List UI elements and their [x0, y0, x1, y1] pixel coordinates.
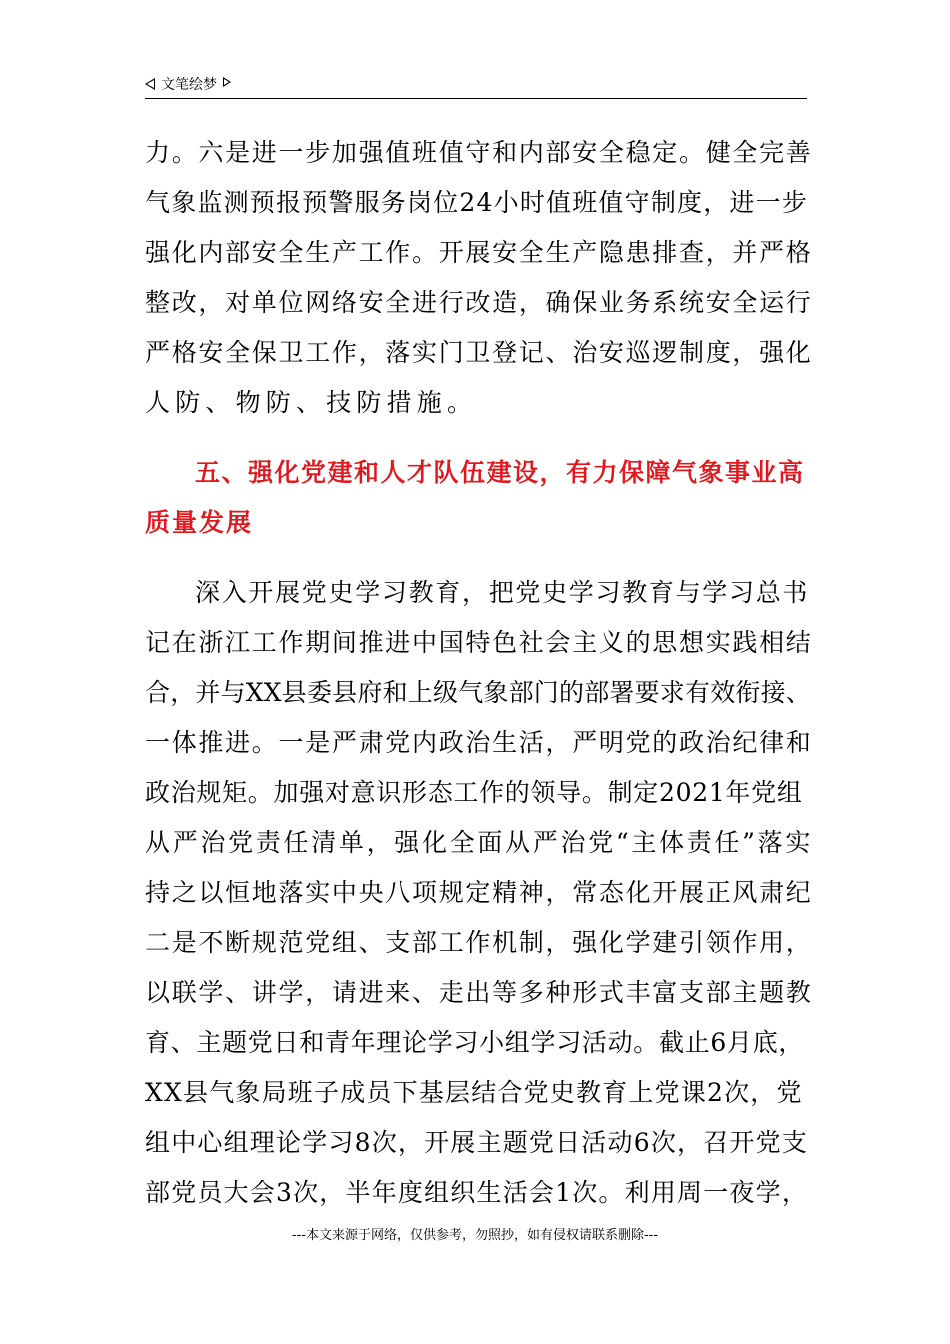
text-line: 一体推进。一是严肃党内政治生活，严明党的政治纪律和	[145, 728, 813, 757]
text-line: 组中心组理论学习8次，开展主题党日活动6次，召开党支	[145, 1128, 809, 1157]
text-line: 记在浙江工作期间推进中国特色社会主义的思想实践相结	[145, 628, 813, 657]
triangle-left-icon	[145, 78, 155, 90]
document-body	[145, 128, 813, 1218]
section-heading	[145, 448, 813, 548]
header-brand	[145, 74, 231, 94]
text-line: 力。六是进一步加强值班值守和内部安全稳定。健全完善	[145, 138, 813, 167]
text-line: 气象监测预报预警服务岗位24小时值班值守制度，进一步	[145, 188, 809, 217]
text-line: 强化内部安全生产工作。开展安全生产隐患排查，并严格	[145, 238, 813, 267]
text-line: 二是不断规范党组、支部工作机制，强化学建引领作用，	[145, 928, 813, 957]
paragraph-top	[145, 128, 813, 428]
text-line: 从严治党责任清单，强化全面从严治党“主体责任”落实	[145, 828, 814, 857]
text-line: 整改，对单位网络安全进行改造，确保业务系统安全运行	[145, 288, 813, 317]
footer-disclaimer: ---本文来源于网络，仅供参考，勿照抄，如有侵权请联系删除---	[291, 1228, 659, 1243]
text-line: 持之以恒地落实中央八项规定精神，常态化开展正风肃纪	[145, 878, 813, 907]
text-line: 深入开展党史学习教育，把党史学习教育与学习总书	[195, 578, 810, 607]
text-line: 育、主题党日和青年理论学习小组学习活动。截止6月底，	[145, 1028, 805, 1057]
text-line: 严格安全保卫工作，落实门卫登记、治安巡逻制度，强化	[145, 338, 813, 367]
paragraph-bottom	[145, 568, 813, 1218]
triangle-right-icon	[223, 77, 231, 87]
header-title: 文笔绘梦	[161, 77, 217, 93]
text-line: 合，并与XX县委县府和上级气象部门的部署要求有效衔接、	[145, 678, 811, 707]
heading-line: 五、强化党建和人才队伍建设，有力保障气象事业高	[195, 458, 805, 487]
text-line: 政治规矩。加强对意识形态工作的领导。制定2021年党组	[145, 778, 803, 807]
page-header	[145, 72, 807, 99]
text-line: 人防、物防、技防措施。	[145, 388, 478, 417]
heading-line: 质量发展	[145, 508, 254, 537]
text-line: 部党员大会3次，半年度组织生活会1次。利用周一夜学，	[145, 1178, 809, 1207]
text-line: XX县气象局班子成员下基层结合党史教育上党课2次，党	[145, 1078, 803, 1107]
text-line: 以联学、讲学，请进来、走出等多种形式丰富支部主题教	[145, 978, 813, 1007]
